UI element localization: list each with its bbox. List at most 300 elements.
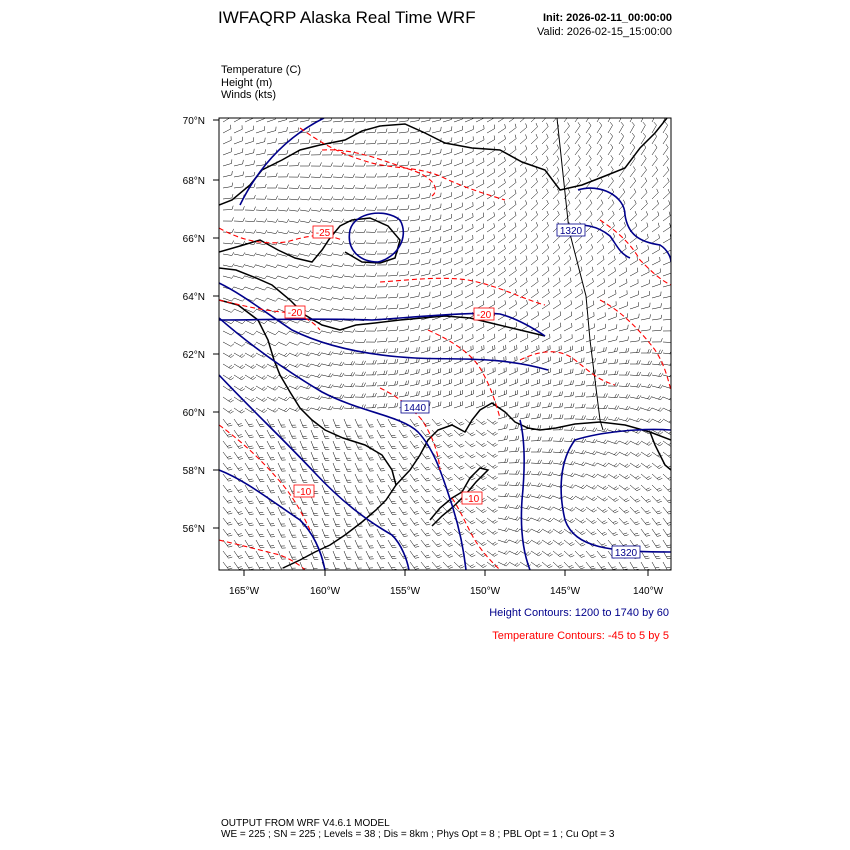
wind-barb <box>619 122 624 133</box>
wind-barb <box>289 408 300 412</box>
wind-barb <box>652 496 662 503</box>
wind-barb <box>443 115 452 122</box>
wind-barb <box>454 148 463 155</box>
temperature-contour-label: -20 <box>287 308 303 319</box>
wind-barb <box>630 189 636 199</box>
wind-barb <box>432 485 442 492</box>
wind-barb <box>487 496 498 501</box>
wind-barb <box>333 518 340 526</box>
wind-barb <box>564 323 572 331</box>
wind-barb <box>575 200 581 210</box>
wind-barb <box>531 402 540 408</box>
wind-barb <box>509 267 516 276</box>
wind-barb <box>630 268 638 276</box>
wind-barb <box>652 155 657 166</box>
wind-barb <box>597 144 602 155</box>
wind-barb <box>267 540 275 548</box>
wind-barb <box>399 529 408 537</box>
wind-barb <box>663 430 674 435</box>
wind-barb <box>608 452 619 456</box>
wind-barb <box>509 300 517 309</box>
wind-barb <box>476 202 484 210</box>
wind-barb <box>520 300 528 309</box>
wind-barb <box>641 280 649 287</box>
wind-barb <box>498 379 506 386</box>
wind-barb <box>597 256 604 265</box>
wind-barb <box>575 144 580 155</box>
wind-barb <box>542 278 549 287</box>
wind-barb <box>498 212 505 221</box>
wind-barb <box>223 562 232 569</box>
wind-barb <box>399 452 408 460</box>
wind-barb <box>245 126 253 133</box>
wind-barb <box>256 126 265 133</box>
wind-barb <box>564 473 575 477</box>
wind-barb <box>487 419 498 424</box>
wind-barb <box>377 239 387 243</box>
wind-barb <box>487 474 498 479</box>
wind-barb <box>597 278 605 287</box>
wind-barb <box>245 562 254 570</box>
wind-barb <box>432 551 442 558</box>
wind-barb <box>641 361 652 365</box>
wind-barb <box>344 485 351 493</box>
wind-barb <box>421 204 430 210</box>
wind-barb <box>531 506 542 510</box>
wind-barb <box>388 304 398 309</box>
wind-barb <box>586 405 597 409</box>
wind-barb <box>443 357 452 364</box>
wind-barb <box>564 255 571 265</box>
wind-barb <box>300 363 311 367</box>
wind-barb <box>410 270 420 276</box>
wind-barb <box>234 241 245 245</box>
wind-barb <box>564 540 575 546</box>
wind-barb <box>344 174 355 178</box>
wind-barb <box>476 529 487 535</box>
wind-barb <box>443 181 452 188</box>
wind-barb <box>564 403 574 408</box>
wind-barb <box>509 323 517 332</box>
wind-barb <box>377 551 385 559</box>
wind-barb <box>421 507 430 514</box>
wind-barb <box>256 230 267 234</box>
wind-barb <box>333 340 344 343</box>
wind-barb <box>432 368 441 375</box>
wind-barb <box>443 291 451 298</box>
lat-tick-label: 60°N <box>182 408 205 419</box>
wind-barb <box>542 540 553 545</box>
wind-barb <box>278 397 289 401</box>
wind-barb <box>267 264 278 267</box>
wind-barb <box>234 172 244 178</box>
wind-barb <box>344 361 355 365</box>
wind-barb <box>278 463 286 471</box>
wind-barb <box>399 249 409 254</box>
wind-barb <box>487 245 495 254</box>
wind-barb <box>454 474 464 480</box>
wind-barb <box>542 414 552 419</box>
wind-barb <box>355 328 366 332</box>
wind-barb <box>234 206 244 210</box>
wind-barb <box>487 334 495 342</box>
wind-barb <box>542 437 552 441</box>
wind-barb <box>476 452 487 458</box>
wind-barb <box>223 136 231 144</box>
wind-barb <box>245 518 254 526</box>
wind-barb <box>421 474 430 481</box>
wind-barb <box>234 364 245 369</box>
wind-barb <box>564 369 573 375</box>
wind-barb <box>619 418 630 422</box>
wind-barb <box>553 495 564 499</box>
field-height: Height (m) <box>221 76 273 89</box>
wind-barb <box>454 214 462 222</box>
wind-barb <box>630 452 641 457</box>
wind-barb <box>311 452 318 460</box>
wind-barb <box>223 551 232 558</box>
wind-barb <box>278 452 286 460</box>
wind-barb <box>509 179 516 188</box>
wind-barb <box>531 368 539 375</box>
wind-barb <box>663 189 670 199</box>
wind-barb <box>509 517 520 521</box>
wind-barb <box>267 207 278 211</box>
wind-barb <box>355 485 363 493</box>
wind-barb <box>432 335 441 342</box>
wind-barb <box>476 419 487 425</box>
wind-barb <box>608 290 616 298</box>
wind-barb <box>597 562 606 569</box>
wind-barb <box>542 211 548 221</box>
wind-barb <box>630 518 640 525</box>
wind-barb <box>652 338 662 342</box>
height-contour-label: 1320 <box>614 548 638 559</box>
wind-barb <box>432 441 442 448</box>
lon-tick-label: 165°W <box>228 586 260 597</box>
wind-barb <box>586 211 592 221</box>
wind-barb <box>432 127 441 133</box>
wind-barb <box>344 163 355 167</box>
wind-barb <box>443 236 452 243</box>
wind-barb <box>388 562 396 570</box>
wind-barb <box>465 257 473 265</box>
wind-barb <box>476 268 484 276</box>
wind-barb <box>619 302 627 309</box>
wind-barb <box>553 461 564 465</box>
wind-barb <box>322 151 332 155</box>
wind-barb <box>531 156 538 166</box>
wind-barb <box>663 373 674 377</box>
wind-barb <box>520 379 529 386</box>
wind-barb <box>487 441 498 446</box>
wind-barb <box>388 381 398 386</box>
wind-barb <box>234 562 243 569</box>
wind-barb <box>234 496 243 503</box>
wind-barb <box>520 256 527 265</box>
wind-barb <box>377 294 387 298</box>
wind-barb <box>465 301 473 309</box>
wind-barb <box>531 189 538 199</box>
wind-barb <box>652 212 659 222</box>
wind-barb <box>641 474 652 480</box>
wind-barb <box>300 342 311 345</box>
wind-barb <box>597 474 608 478</box>
wind-barb <box>454 507 464 513</box>
wind-barb <box>542 472 553 476</box>
lat-tick-label: 58°N <box>182 466 205 477</box>
wind-barb <box>311 297 322 300</box>
wind-barb <box>476 401 485 408</box>
wind-barb <box>476 213 484 221</box>
wind-barb <box>223 264 234 267</box>
wind-barb <box>377 140 387 144</box>
wind-barb <box>641 257 649 265</box>
wind-barb <box>245 529 254 537</box>
wind-barb <box>630 314 639 320</box>
wind-barb <box>509 212 516 221</box>
wind-barb <box>377 403 387 408</box>
wind-barb <box>531 244 538 254</box>
wind-barb <box>377 540 385 548</box>
wind-barb <box>553 145 559 155</box>
wind-barb <box>223 241 234 245</box>
wind-barb <box>322 275 333 278</box>
wind-barb <box>399 380 409 386</box>
wind-barb <box>344 263 355 267</box>
wind-barb <box>520 267 527 276</box>
wind-barb <box>575 529 586 535</box>
wind-barb <box>509 379 517 386</box>
wind-barb <box>564 334 572 342</box>
wind-barb <box>256 138 265 144</box>
wind-barb <box>498 470 508 474</box>
wind-barb <box>366 452 374 460</box>
wind-barb <box>652 303 662 309</box>
wind-barb <box>542 483 553 487</box>
wind-barb <box>234 125 242 133</box>
wind-barb <box>498 516 509 520</box>
wind-barb <box>410 518 419 525</box>
wind-barb <box>234 160 243 166</box>
wind-barb <box>421 518 430 525</box>
wind-barb <box>432 379 441 386</box>
wind-barb <box>487 452 498 457</box>
wind-barb <box>564 551 574 557</box>
wind-barb <box>278 353 289 357</box>
wind-barb <box>498 447 508 452</box>
wind-barb <box>553 255 560 265</box>
wind-barb <box>234 441 243 448</box>
wind-barb <box>300 264 311 267</box>
wind-barb <box>443 170 452 177</box>
wind-barb <box>575 427 586 431</box>
wind-barb <box>498 223 505 232</box>
wind-barb <box>421 303 430 309</box>
wind-barb <box>630 279 638 287</box>
wind-barb <box>575 346 584 353</box>
wind-barb <box>256 441 264 449</box>
wind-barb <box>487 147 495 156</box>
wind-barb <box>443 225 452 232</box>
wind-barb <box>333 163 344 167</box>
wind-barb <box>322 163 333 167</box>
wind-barb <box>553 244 560 254</box>
wind-barb <box>421 419 430 426</box>
wind-barb <box>564 496 575 500</box>
wind-barb <box>553 518 564 522</box>
wind-barb <box>278 173 288 177</box>
wind-barb <box>531 562 542 567</box>
wind-barb <box>465 290 473 298</box>
wind-barb <box>388 359 398 364</box>
wind-barb <box>245 496 254 504</box>
wind-barb <box>542 222 549 232</box>
wind-barb <box>300 185 311 189</box>
wind-barb <box>344 207 355 211</box>
wind-barb <box>344 372 355 376</box>
wind-barb <box>509 245 516 254</box>
wind-barb <box>597 529 607 535</box>
wind-barb <box>311 507 318 515</box>
wind-barb <box>278 150 288 155</box>
wind-barb <box>476 224 484 232</box>
wind-barb <box>476 379 484 386</box>
wind-barb <box>652 474 662 480</box>
wind-barb <box>333 384 344 388</box>
wind-barb <box>553 289 560 298</box>
wind-barb <box>234 463 243 470</box>
wind-barb <box>443 192 452 199</box>
wind-barb <box>498 459 508 464</box>
wind-barb <box>542 300 550 309</box>
wind-barb <box>663 350 674 354</box>
wind-barb <box>575 507 586 512</box>
wind-barb <box>454 401 463 408</box>
wind-barb <box>333 219 344 222</box>
wind-barb <box>454 268 462 276</box>
wind-barb <box>531 540 542 544</box>
wind-barb <box>465 235 473 243</box>
wind-barb <box>465 452 475 458</box>
temperature-legend: Temperature Contours: -45 to 5 by 5 <box>492 630 669 642</box>
wind-barb <box>619 189 625 199</box>
wind-barb <box>245 331 256 335</box>
wind-barb <box>509 278 516 287</box>
map-frame <box>219 118 671 570</box>
wind-barb <box>289 518 297 526</box>
wind-barb <box>509 424 519 430</box>
wind-barb <box>476 518 487 524</box>
wind-barb <box>608 371 618 375</box>
wind-barb <box>608 144 613 155</box>
wind-barb <box>542 507 553 511</box>
wind-barb <box>421 463 430 470</box>
wind-barb <box>454 246 462 254</box>
wind-barb <box>454 368 462 375</box>
lat-tick-label: 62°N <box>182 350 205 361</box>
wind-barb <box>498 334 506 342</box>
wind-barb <box>509 334 517 342</box>
wind-barb <box>652 189 658 199</box>
wind-barb <box>509 367 517 375</box>
wind-barb <box>509 493 520 497</box>
wind-barb <box>223 148 232 155</box>
wind-barb <box>300 441 307 449</box>
wind-barb <box>498 390 507 397</box>
wind-barb <box>421 193 431 199</box>
wind-barb <box>256 474 264 482</box>
wind-barb <box>630 562 639 570</box>
wind-barb <box>421 485 430 492</box>
wind-barb <box>333 419 340 427</box>
wind-barb <box>355 196 366 200</box>
wind-barb <box>421 391 430 397</box>
wind-barb <box>443 401 452 408</box>
wind-barb <box>245 386 256 391</box>
wind-barb <box>520 178 527 188</box>
wind-barb <box>388 151 398 156</box>
wind-barb <box>465 551 475 557</box>
wind-barb <box>498 493 509 497</box>
wind-barb <box>630 166 635 177</box>
wind-barb <box>520 123 527 133</box>
wind-barb <box>333 406 344 410</box>
wind-barb <box>289 185 300 189</box>
wind-barb <box>289 276 300 279</box>
wind-barb <box>630 485 640 491</box>
wind-barb <box>630 211 637 221</box>
wind-barb <box>245 353 256 357</box>
wind-barb <box>553 540 564 545</box>
wind-barb <box>245 375 256 380</box>
wind-barb <box>542 357 550 364</box>
wind-barb <box>443 452 453 459</box>
wind-barb <box>234 264 245 267</box>
wind-barb <box>520 167 527 177</box>
wind-barb <box>619 507 629 513</box>
wind-barb <box>333 296 344 299</box>
wind-barb <box>289 116 298 122</box>
wind-barb <box>311 140 321 144</box>
wind-barb <box>597 267 604 276</box>
wind-barb <box>553 323 561 331</box>
wind-barb <box>223 408 234 413</box>
wind-barb <box>586 507 597 512</box>
wind-barb <box>564 123 570 134</box>
wind-barb <box>410 540 419 547</box>
wind-barb <box>663 397 674 401</box>
wind-barb <box>432 280 441 287</box>
wind-barb <box>399 183 409 188</box>
wind-barb <box>333 196 344 200</box>
wind-barb <box>542 449 553 453</box>
wind-barb <box>619 348 629 353</box>
wind-barb <box>366 430 374 438</box>
wind-barb <box>256 507 264 515</box>
wind-barb <box>553 529 564 534</box>
wind-barb <box>465 169 473 177</box>
wind-barb <box>564 289 571 298</box>
wind-barb <box>575 496 586 500</box>
wind-barb <box>421 540 430 547</box>
wind-barb <box>311 363 322 367</box>
wind-barb <box>575 312 583 320</box>
wind-barb <box>388 518 396 526</box>
wind-barb <box>575 473 586 477</box>
wind-barb <box>542 244 549 254</box>
wind-barb <box>641 529 650 536</box>
